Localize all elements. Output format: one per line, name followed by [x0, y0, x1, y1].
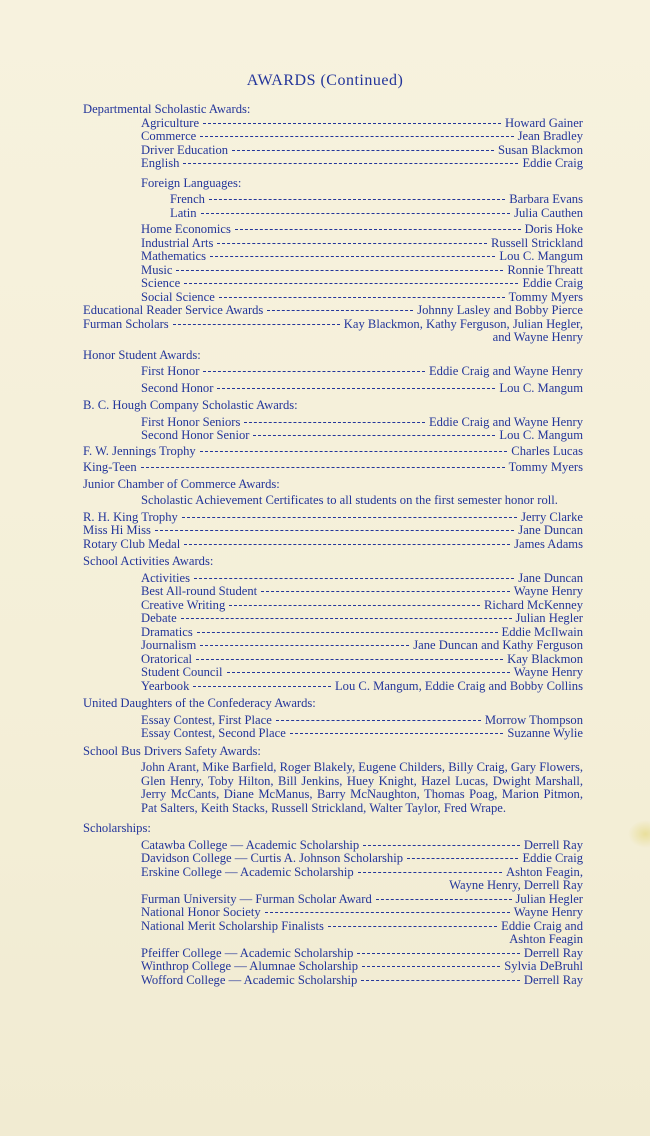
award-row	[141, 585, 583, 599]
leader-dots	[290, 732, 504, 734]
award-recipient: Barbara Evans	[509, 192, 583, 206]
award-label: Furman University — Furman Scholar Award	[141, 891, 372, 906]
leader-dots	[253, 434, 495, 436]
award-recipient: Julian Hegler	[515, 891, 583, 906]
leader-dots	[219, 296, 505, 298]
award-recipient: Wayne Henry	[513, 905, 583, 919]
award-row	[141, 920, 583, 934]
leader-dots	[261, 590, 510, 592]
award-row	[141, 906, 583, 920]
leader-dots	[376, 898, 512, 900]
award-label: Educational Reader Service Awards	[83, 303, 264, 317]
leader-dots	[210, 255, 495, 257]
award-row	[141, 157, 583, 171]
award-label: Industrial Arts	[141, 235, 214, 250]
award-recipient: Kay Blackmon	[507, 651, 583, 666]
award-group	[141, 365, 583, 395]
leader-dots	[194, 577, 514, 579]
leader-dots	[407, 857, 518, 859]
award-recipient: Eddie Craig and Wayne Henry	[428, 364, 583, 378]
leader-dots	[197, 631, 498, 633]
award-recipient: Eddie Craig and	[501, 918, 583, 933]
award-row	[141, 382, 583, 396]
leader-dots	[200, 644, 409, 646]
award-row	[83, 511, 583, 525]
award-label: Davidson College — Curtis A. Johnson Scholarship	[141, 851, 404, 865]
leader-dots	[361, 979, 520, 981]
leader-dots	[267, 309, 413, 311]
award-row	[141, 653, 583, 667]
section-heading: Departmental Scholastic Awards:	[83, 102, 251, 116]
award-row	[141, 237, 583, 251]
leader-dots	[276, 719, 481, 721]
leader-dots	[141, 466, 505, 468]
paper-stain	[628, 820, 650, 848]
award-recipient: Kay Blackmon, Kathy Ferguson, Julian Hegler,	[343, 316, 583, 331]
award-recipient: Morrow Thompson	[484, 712, 583, 727]
award-recipient: Charles Lucas	[511, 443, 583, 458]
section-heading: Honor Student Awards:	[83, 347, 201, 362]
award-label: Music	[141, 262, 173, 277]
award-recipient: Ronnie Threatt	[507, 262, 583, 277]
award-label: Science	[141, 276, 181, 290]
award-row	[83, 318, 583, 332]
award-row	[141, 429, 583, 443]
award-label: Winthrop College — Alumnae Scholarship	[141, 959, 359, 973]
leader-dots	[217, 387, 495, 389]
award-recipient: Derrell Ray	[523, 837, 583, 852]
award-description: Scholastic Achievement Certificates to all students on the first semester honor roll.	[141, 493, 558, 507]
award-label: Driver Education	[141, 142, 229, 157]
award-label: Furman Scholars	[83, 316, 169, 331]
leader-dots	[184, 543, 510, 545]
award-recipient: Lou C. Mangum	[499, 249, 583, 263]
award-recipient: Julian Hegler	[515, 611, 583, 625]
award-recipient: Doris Hoke	[524, 222, 583, 236]
award-row	[141, 714, 583, 728]
section-heading: United Daughters of the Confederacy Awards:	[83, 696, 316, 710]
leader-dots	[173, 323, 340, 325]
award-recipient-continued: and Wayne Henry	[492, 330, 583, 344]
award-row	[141, 599, 583, 613]
award-recipient: Eddie Craig	[522, 156, 583, 170]
award-label: French	[170, 192, 205, 206]
award-recipient: Susan Blackmon	[497, 142, 583, 157]
award-row	[141, 130, 583, 144]
leader-dots	[184, 282, 518, 284]
leader-dots	[203, 122, 501, 124]
leader-dots	[203, 370, 425, 372]
award-recipient: Johnny Lasley and Bobby Pierce	[417, 303, 583, 317]
award-label: Catawba College — Academic Scholarship	[141, 837, 360, 852]
award-label: Activities	[141, 570, 190, 585]
award-label: Agriculture	[141, 115, 200, 130]
award-recipient: Wayne Henry	[513, 584, 583, 598]
award-recipient: Jean Bradley	[517, 129, 583, 143]
award-row	[141, 365, 583, 379]
award-label: National Honor Society	[141, 905, 261, 919]
award-label: Commerce	[141, 129, 197, 143]
leader-dots	[196, 658, 503, 660]
award-row	[141, 727, 583, 741]
award-label: Debate	[141, 611, 177, 625]
awards-list	[83, 103, 583, 987]
award-label: Journalism	[141, 638, 197, 652]
award-row	[83, 445, 583, 459]
section-heading: School Bus Drivers Safety Awards:	[83, 743, 261, 758]
award-row	[141, 264, 583, 278]
award-row	[141, 666, 583, 680]
section-heading: B. C. Hough Company Scholastic Awards:	[83, 398, 298, 412]
award-recipient: Lou C. Mangum	[499, 380, 583, 395]
award-label: First Honor Seniors	[141, 414, 241, 429]
page-title: AWARDS (Continued)	[246, 72, 404, 89]
leader-dots	[232, 149, 494, 151]
leader-dots	[265, 911, 510, 913]
award-recipient: Suzanne Wylie	[507, 726, 583, 740]
award-recipient: Lou C. Mangum	[499, 428, 583, 442]
award-label: Best All-round Student	[141, 584, 258, 598]
award-row	[141, 639, 583, 653]
award-recipient: Jane Duncan	[518, 570, 583, 585]
award-label: Yearbook	[141, 678, 190, 693]
award-row	[141, 866, 583, 880]
leader-dots	[328, 925, 497, 927]
award-recipient-continued: Wayne Henry, Derrell Ray	[449, 878, 583, 892]
award-group	[141, 714, 583, 741]
award-recipient: Derrell Ray	[523, 945, 583, 960]
award-label: R. H. King Trophy	[83, 509, 178, 524]
award-label: First Honor	[141, 364, 200, 378]
award-label: Latin	[170, 205, 197, 220]
award-group	[170, 193, 583, 220]
leader-dots	[244, 421, 425, 423]
award-row	[83, 304, 583, 318]
leader-dots	[358, 871, 502, 873]
leader-dots	[357, 952, 519, 954]
award-label: Essay Contest, First Place	[141, 712, 272, 727]
leader-dots	[200, 135, 513, 137]
award-row	[170, 193, 583, 207]
award-recipient: Jerry Clarke	[521, 509, 583, 524]
award-label: Dramatics	[141, 624, 193, 639]
award-row	[141, 250, 583, 264]
section-heading: School Activities Awards:	[83, 554, 214, 568]
award-label: Home Economics	[141, 222, 231, 236]
award-recipient: Julia Cauthen	[514, 205, 583, 220]
leader-dots	[182, 516, 517, 518]
leader-dots	[217, 242, 487, 244]
leader-dots	[181, 617, 512, 619]
leader-dots	[183, 162, 518, 164]
award-row	[83, 538, 583, 552]
award-row	[141, 947, 583, 961]
award-row	[170, 207, 583, 221]
award-row	[141, 291, 583, 305]
award-row	[141, 144, 583, 158]
award-row	[141, 416, 583, 430]
award-recipient: Ashton Feagin,	[506, 864, 583, 879]
award-group	[141, 839, 583, 988]
award-label: Second Honor Senior	[141, 428, 250, 442]
award-row	[83, 524, 583, 538]
award-recipient: Lou C. Mangum, Eddie Craig and Bobby Collins	[334, 678, 583, 693]
award-label: Essay Contest, Second Place	[141, 726, 286, 740]
leader-dots	[363, 844, 520, 846]
award-recipient: Eddie Craig and Wayne Henry	[428, 414, 583, 429]
award-label: Rotary Club Medal	[83, 536, 181, 551]
award-label: National Merit Scholarship Finalists	[141, 918, 324, 933]
award-row	[141, 974, 583, 988]
award-group	[141, 416, 583, 443]
award-recipient-list: John Arant, Mike Barfield, Roger Blakely, Eugene Childers, Billy Craig, Gary Flowers, Glen Henry, Toby Hilton, Bill Jenkins, Huey Knight, Hazel Lucas, Dwight Marshall, Jerry McCants, Diane McManus, Barry McNaughton, Thomas Poag, Marion Pitmon, Pat Salters, Keith Stacks, Russell Strickland, Walter Taylor, Fred Wrape.	[141, 760, 583, 815]
award-label: Student Council	[141, 665, 223, 679]
section-heading: Junior Chamber of Commerce Awards:	[83, 476, 280, 491]
award-row	[141, 572, 583, 586]
award-label: English	[141, 156, 180, 170]
leader-dots	[155, 529, 514, 531]
award-recipient: Russell Strickland	[491, 235, 583, 250]
leader-dots	[201, 212, 511, 214]
award-label: F. W. Jennings Trophy	[83, 443, 196, 458]
award-label: Wofford College — Academic Scholarship	[141, 972, 358, 987]
award-label: Mathematics	[141, 249, 207, 263]
award-group	[141, 223, 583, 304]
award-row	[141, 893, 583, 907]
award-recipient: Tommy Myers	[508, 289, 583, 304]
award-label: Miss Hi Miss	[83, 523, 151, 537]
award-recipient: Derrell Ray	[523, 972, 583, 987]
award-recipient: James Adams	[514, 536, 583, 551]
award-group	[141, 572, 583, 694]
award-row	[141, 626, 583, 640]
leader-dots	[235, 228, 521, 230]
award-label: Creative Writing	[141, 597, 226, 612]
award-row	[141, 680, 583, 694]
award-row	[141, 960, 583, 974]
award-label: Oratorical	[141, 651, 193, 666]
award-row	[141, 612, 583, 626]
award-group	[141, 117, 583, 191]
leader-dots	[229, 604, 480, 606]
award-row	[141, 277, 583, 291]
award-row	[141, 852, 583, 866]
award-label: King-Teen	[83, 460, 137, 474]
award-recipient: Jane Duncan and Kathy Ferguson	[413, 638, 583, 652]
award-recipient: Howard Gainer	[505, 115, 583, 130]
section-heading: Scholarships:	[83, 821, 151, 835]
award-label: Pfeiffer College — Academic Scholarship	[141, 945, 354, 960]
award-recipient: Richard McKenney	[484, 597, 583, 612]
award-recipient: Wayne Henry	[513, 665, 583, 679]
award-recipient: Eddie McIlwain	[501, 624, 583, 639]
award-label: Social Science	[141, 289, 215, 304]
award-recipient: Jane Duncan	[518, 523, 583, 537]
award-recipient: Eddie Craig	[522, 276, 583, 290]
award-label: Second Honor	[141, 380, 214, 395]
award-row	[141, 839, 583, 853]
award-recipient: Eddie Craig	[522, 851, 583, 865]
award-row	[141, 223, 583, 237]
award-recipient: Sylvia DeBruhl	[504, 959, 583, 973]
leader-dots	[362, 965, 500, 967]
subsection-heading: Foreign Languages:	[141, 175, 242, 190]
award-recipient-continued: Ashton Feagin	[509, 932, 583, 946]
award-row	[141, 117, 583, 131]
leader-dots	[227, 671, 510, 673]
award-label: Erskine College — Academic Scholarship	[141, 864, 354, 879]
leader-dots	[200, 450, 508, 452]
award-recipient: Tommy Myers	[508, 460, 583, 474]
leader-dots	[193, 685, 331, 687]
award-row	[83, 461, 583, 475]
leader-dots	[209, 198, 505, 200]
leader-dots	[176, 269, 503, 271]
